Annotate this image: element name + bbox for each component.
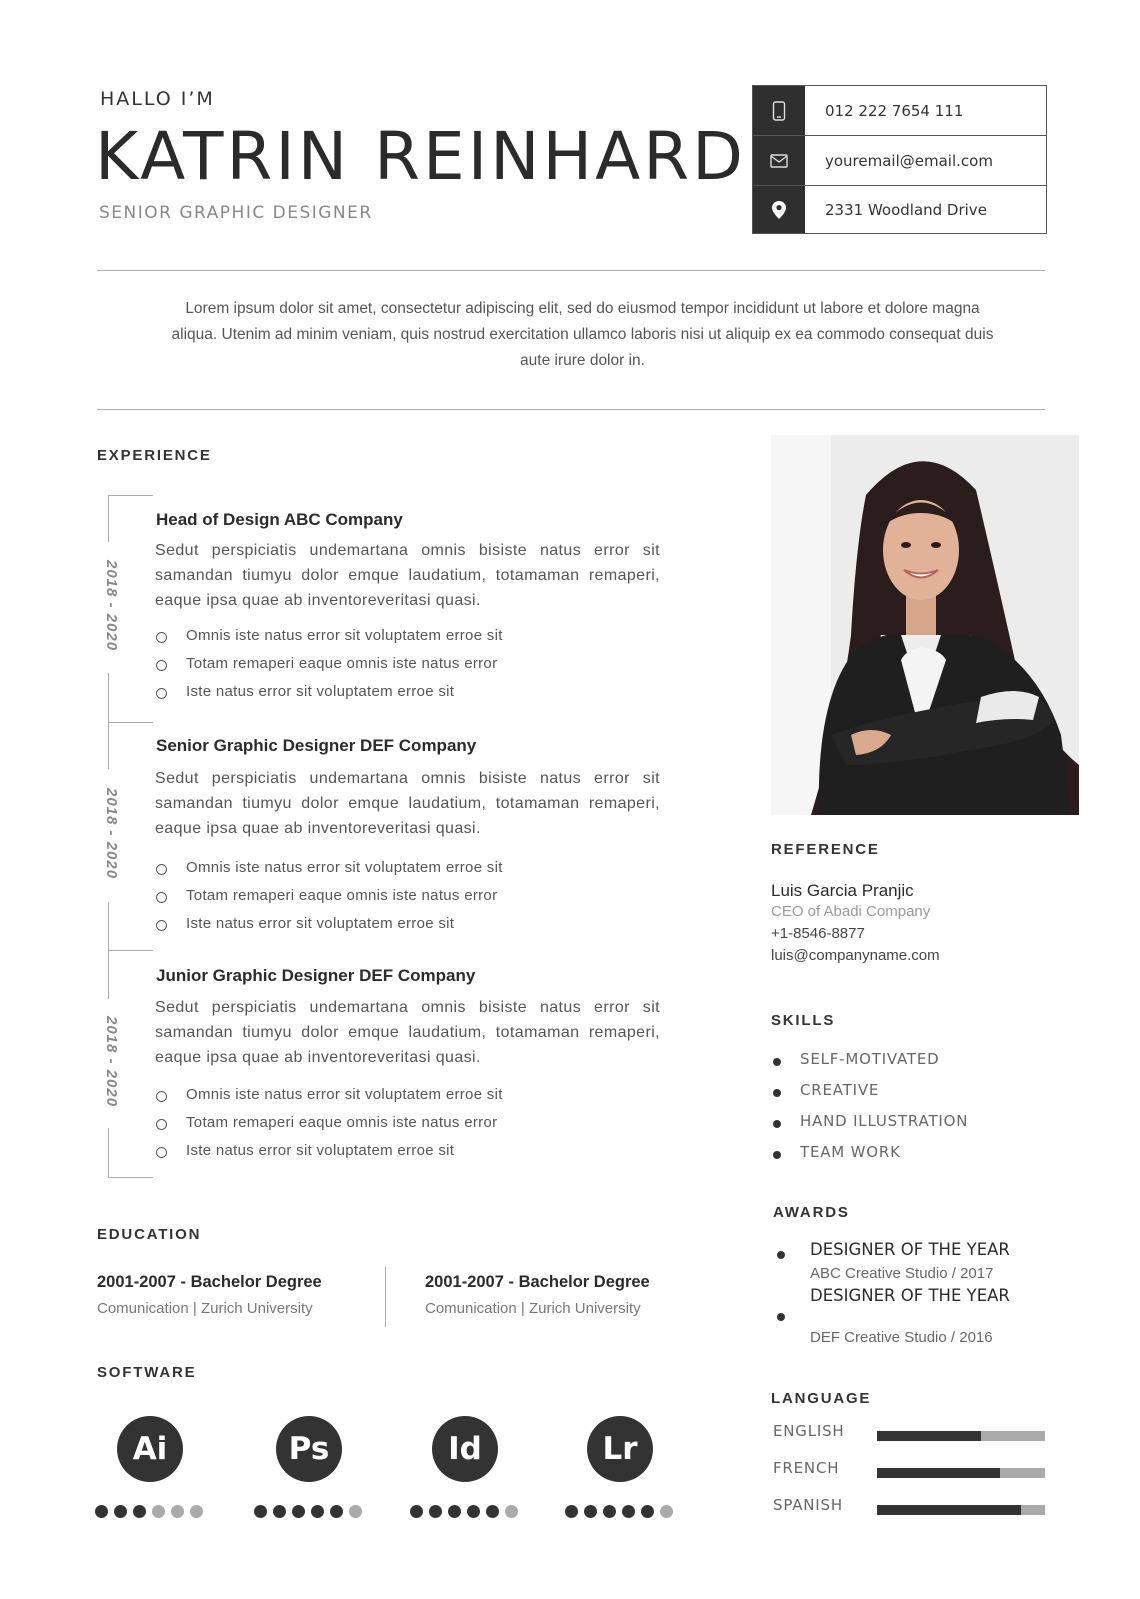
level-dot [622, 1505, 635, 1518]
full-name: KATRIN REINHARD [95, 118, 746, 195]
job-bullet: Totam remaperi eaque omnis iste natus error [186, 655, 497, 672]
software-heading: SOFTWARE [97, 1364, 197, 1381]
level-dot [584, 1505, 597, 1518]
level-dot [505, 1505, 518, 1518]
job-description: Sedut perspiciatis undemartana omnis bisiste natus error sit samandan tiumyu dolor emque laudatium, totamaman remaperi, eaque ipsa quae ab inventoreveritasi quasi. [155, 999, 660, 1066]
level-dot [448, 1505, 461, 1518]
level-dot [486, 1505, 499, 1518]
reference-title: CEO of Abadi Company [771, 903, 931, 920]
level-dot [152, 1505, 165, 1518]
level-dot [114, 1505, 127, 1518]
job-bullet: Iste natus error sit voluptatem erroe sit [186, 1142, 454, 1159]
job-role: SENIOR GRAPHIC DESIGNER [99, 203, 373, 223]
level-dot [660, 1505, 673, 1518]
level-dot [349, 1505, 362, 1518]
job-bullet: Omnis iste natus error sit voluptatem erroe sit [186, 627, 503, 644]
job-bullet: Iste natus error sit voluptatem erroe sit [186, 683, 454, 700]
location-pin-icon [753, 186, 805, 233]
skills-heading: SKILLS [771, 1012, 836, 1029]
language-level-fill [877, 1431, 981, 1441]
contact-box [752, 85, 1047, 234]
level-dot [565, 1505, 578, 1518]
language-name: SPANISH [773, 1496, 843, 1514]
level-dot [603, 1505, 616, 1518]
job-bullet: Iste natus error sit voluptatem erroe sit [186, 915, 454, 932]
education-title: 2001-2007 - Bachelor Degree [425, 1273, 650, 1291]
contact-phone-row [753, 86, 1046, 136]
job-description: Sedut perspiciatis undemartana omnis bisiste natus error sit samandan tiumyu dolor emque laudatium, totamaman remaperi, eaque ipsa quae ab inventoreveritasi quasi. [155, 542, 660, 609]
award-subtitle: ABC Creative Studio / 2017 [810, 1265, 994, 1282]
level-dot [467, 1505, 480, 1518]
software-level-dots [410, 1505, 518, 1518]
experience-heading: EXPERIENCE [97, 447, 212, 464]
education-title: 2001-2007 - Bachelor Degree [97, 1273, 322, 1291]
bullet-circle-icon [156, 1119, 167, 1130]
software-level-dots [95, 1505, 203, 1518]
job-title: Head of Design ABC Company [156, 510, 403, 529]
software-ai-icon: Ai [117, 1416, 183, 1482]
award-title: DESIGNER OF THE YEAR [810, 1240, 1010, 1259]
skill-item: SELF-MOTIVATED [800, 1050, 940, 1068]
software-level-dots [254, 1505, 362, 1518]
bullet-dot-icon [777, 1313, 785, 1321]
bullet-dot-icon [773, 1058, 781, 1066]
language-heading: LANGUAGE [771, 1390, 872, 1407]
bullet-dot-icon [773, 1089, 781, 1097]
education-subtitle: Comunication | Zurich University [97, 1300, 313, 1317]
award-subtitle: DEF Creative Studio / 2016 [810, 1329, 993, 1346]
bullet-dot-icon [773, 1151, 781, 1159]
bullet-circle-icon [156, 660, 167, 671]
education-divider [385, 1267, 386, 1327]
reference-heading: REFERENCE [771, 841, 880, 858]
language-level-fill [877, 1468, 1000, 1478]
skill-item: CREATIVE [800, 1081, 880, 1099]
job-bullet: Omnis iste natus error sit voluptatem erroe sit [186, 1086, 503, 1103]
job-years: 2018 - 2020 [103, 560, 120, 652]
awards-heading: AWARDS [773, 1204, 850, 1221]
portrait-image [771, 435, 1079, 815]
software-level-dots [565, 1505, 673, 1518]
language-level-bar [877, 1468, 1045, 1478]
language-name: ENGLISH [773, 1422, 845, 1440]
contact-email: youremail@email.com [825, 151, 993, 170]
level-dot [254, 1505, 267, 1518]
education-heading: EDUCATION [97, 1226, 202, 1243]
award-title: DESIGNER OF THE YEAR [810, 1286, 1010, 1305]
timeline-tick [108, 722, 153, 723]
software-lr-icon: Lr [587, 1416, 653, 1482]
education-subtitle: Comunication | Zurich University [425, 1300, 641, 1317]
software-id-icon: Id [432, 1416, 498, 1482]
contact-address: 2331 Woodland Drive [825, 200, 987, 219]
reference-name: Luis Garcia Pranjic [771, 881, 914, 900]
bullet-circle-icon [156, 920, 167, 931]
timeline-line [108, 495, 109, 542]
contact-phone: 012 222 7654 111 [825, 101, 964, 120]
language-level-bar [877, 1431, 1045, 1441]
level-dot [641, 1505, 654, 1518]
level-dot [133, 1505, 146, 1518]
job-years: 2018 - 2020 [103, 788, 120, 880]
divider-top [97, 270, 1045, 271]
level-dot [95, 1505, 108, 1518]
level-dot [190, 1505, 203, 1518]
software-ps-icon: Ps [276, 1416, 342, 1482]
job-description: Sedut perspiciatis undemartana omnis bisiste natus error sit samandan tiumyu dolor emque laudatium, totamaman remaperi, eaque ipsa quae ab inventoreveritasi quasi. [155, 770, 660, 837]
skill-item: TEAM WORK [800, 1143, 901, 1161]
job-years: 2018 - 2020 [103, 1016, 120, 1108]
level-dot [311, 1505, 324, 1518]
intro-paragraph: Lorem ipsum dolor sit amet, consectetur adipiscing elit, sed do eiusmod tempor incididunt ut labore et dolore magna aliqua. Utenim ad minim veniam, quis nostrud exercitation ullamco laboris nisi ut aliquip ex ea commodo consequat duis aute irure dolor in. [171, 300, 994, 369]
level-dot [410, 1505, 423, 1518]
timeline-tick [108, 495, 153, 496]
language-level-fill [877, 1505, 1021, 1515]
level-dot [330, 1505, 343, 1518]
skill-item: HAND ILLUSTRATION [800, 1112, 969, 1130]
bullet-dot-icon [773, 1120, 781, 1128]
timeline-tick [108, 1177, 153, 1178]
bullet-circle-icon [156, 864, 167, 875]
bullet-circle-icon [156, 892, 167, 903]
contact-email-row [753, 136, 1046, 186]
greeting: HALLO I’M [100, 88, 215, 110]
job-title: Junior Graphic Designer DEF Company [156, 966, 476, 985]
level-dot [273, 1505, 286, 1518]
level-dot [171, 1505, 184, 1518]
level-dot [292, 1505, 305, 1518]
profile-photo [771, 435, 1079, 815]
divider-middle [97, 409, 1045, 410]
bullet-circle-icon [156, 1091, 167, 1102]
reference-phone: +1-8546-8877 [771, 925, 865, 942]
timeline-line [108, 673, 109, 769]
bullet-circle-icon [156, 1147, 167, 1158]
language-level-bar [877, 1505, 1045, 1515]
bullet-dot-icon [777, 1251, 785, 1259]
contact-address-row [753, 186, 1046, 233]
job-title: Senior Graphic Designer DEF Company [156, 736, 477, 755]
timeline-line [108, 1128, 109, 1177]
job-bullet: Totam remaperi eaque omnis iste natus error [186, 887, 497, 904]
timeline-tick [108, 950, 153, 951]
bullet-circle-icon [156, 632, 167, 643]
reference-email: luis@companyname.com [771, 947, 940, 964]
language-name: FRENCH [773, 1459, 840, 1477]
envelope-icon [753, 136, 805, 185]
job-bullet: Totam remaperi eaque omnis iste natus error [186, 1114, 497, 1131]
bullet-circle-icon [156, 688, 167, 699]
job-bullet: Omnis iste natus error sit voluptatem erroe sit [186, 859, 503, 876]
phone-icon [753, 86, 805, 135]
level-dot [429, 1505, 442, 1518]
